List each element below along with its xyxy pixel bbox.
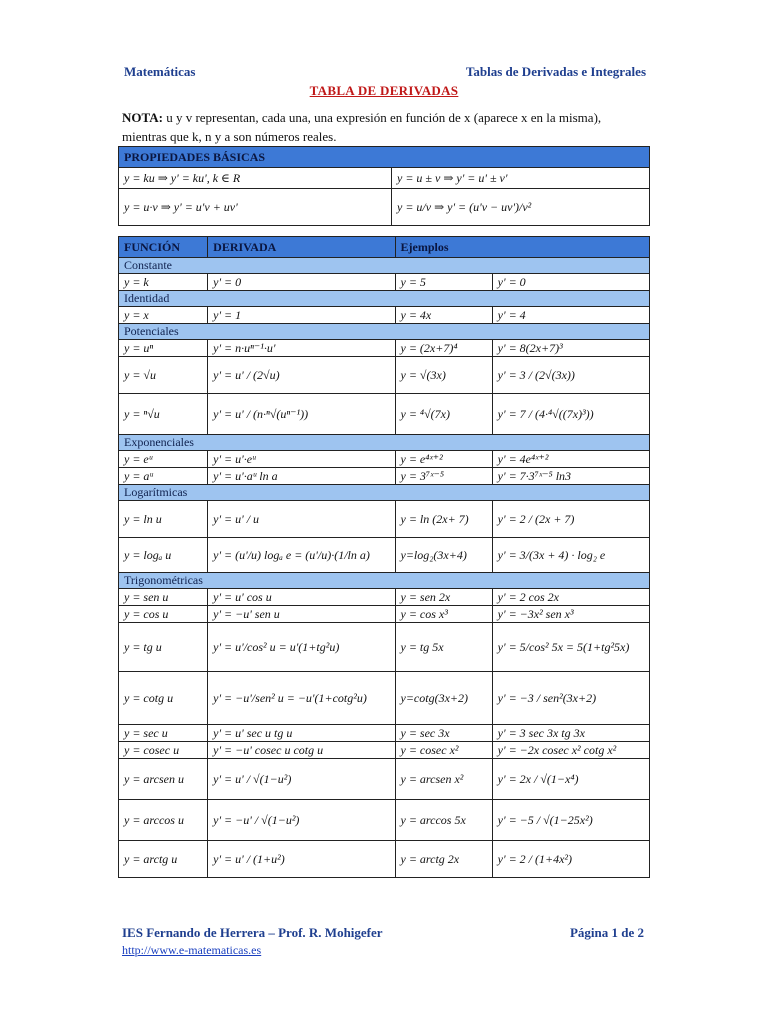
example-function-cell: y=log₂(3x+4) [395,538,492,573]
table-header-row [119,237,650,258]
function-cell: y = sen u [119,589,208,606]
example-derivative-cell: y' = 3 / (2√(3x)) [492,357,649,394]
function-cell: y = ⁿ√u [119,394,208,435]
table-row [119,307,650,324]
category-label: Logarítmicas [119,485,650,501]
function-cell: y = ln u [119,501,208,538]
example-derivative-cell: y' = 4 [492,307,649,324]
example-derivative-cell: y' = 2 / (1+4x²) [492,841,649,878]
example-derivative-cell: y' = 3 sec 3x tg 3x [492,725,649,742]
derivative-cell: y' = u' / (2√u) [208,357,395,394]
column-header-function: FUNCIÓN [119,237,208,258]
table-row [119,394,650,435]
table-row [119,468,650,485]
function-cell: y = cosec u [119,742,208,759]
example-function-cell: y = arctg 2x [395,841,492,878]
category-row [119,435,650,451]
table-row [119,589,650,606]
example-function-cell: y = ln (2x+ 7) [395,501,492,538]
example-derivative-cell: y' = 3/(3x + 4) · log₂ e [492,538,649,573]
note-label: NOTA: [122,110,163,125]
example-function-cell: y = arccos 5x [395,800,492,841]
example-function-cell: y = 4x [395,307,492,324]
derivative-cell: y' = u' / (n·ⁿ√(uⁿ⁻¹)) [208,394,395,435]
derivative-cell: y' = −u' / √(1−u²) [208,800,395,841]
table-row [119,357,650,394]
example-derivative-cell: y' = 0 [492,274,649,291]
table-row [119,759,650,800]
category-label: Trigonométricas [119,573,650,589]
example-function-cell: y = e⁴ˣ⁺² [395,451,492,468]
example-derivative-cell: y' = −3x² sen x³ [492,606,649,623]
footer-page-number: Página 1 de 2 [569,925,644,940]
header-document-name: Tablas de Derivadas e Integrales [465,64,646,79]
example-function-cell: y=cotg(3x+2) [395,672,492,725]
example-function-cell: y = cosec x² [395,742,492,759]
table-row [119,742,650,759]
table-row [119,800,650,841]
example-function-cell: y = cos x³ [395,606,492,623]
derivative-cell: y' = u' / √(1−u²) [208,759,395,800]
derivative-cell: y' = −u'/sen² u = −u'(1+cotg²u) [208,672,395,725]
example-function-cell: y = sen 2x [395,589,492,606]
function-cell: y = tg u [119,623,208,672]
note-paragraph [122,108,648,146]
category-row [119,291,650,307]
category-label: Potenciales [119,324,650,340]
page-title: TABLA DE DERIVADAS [309,83,459,98]
table-row [119,501,650,538]
category-row [119,258,650,274]
derivative-cell: y' = u'·aᵘ ln a [208,468,395,485]
derivative-cell: y' = u' / u [208,501,395,538]
example-derivative-cell: y' = 2 cos 2x [492,589,649,606]
function-cell: y = logₐ u [119,538,208,573]
table-row [119,623,650,672]
function-cell: y = arctg u [119,841,208,878]
example-function-cell: y = tg 5x [395,623,492,672]
derivative-cell: y' = n·uⁿ⁻¹·u' [208,340,395,357]
category-label: Exponenciales [119,435,650,451]
example-derivative-cell: y' = 2x / √(1−x⁴) [492,759,649,800]
example-derivative-cell: y' = 7 / (4·⁴√((7x)³)) [492,394,649,435]
example-derivative-cell: y' = 2 / (2x + 7) [492,501,649,538]
category-row [119,485,650,501]
example-derivative-cell: y' = −2x cosec x² cotg x² [492,742,649,759]
category-label: Identidad [119,291,650,307]
derivatives-table [118,236,650,878]
derivative-cell: y' = u'·eᵘ [208,451,395,468]
function-cell: y = x [119,307,208,324]
property-quotient: y = u/v ⇒ y' = (u'v − uv')/v² [392,189,650,226]
function-cell: y = cos u [119,606,208,623]
property-sum: y = u ± v ⇒ y' = u' ± v' [392,168,650,189]
category-row [119,573,650,589]
example-derivative-cell: y' = 5/cos² 5x = 5(1+tg²5x) [492,623,649,672]
example-function-cell: y = 3⁷ˣ⁻⁵ [395,468,492,485]
column-header-derivative: DERIVADA [208,237,395,258]
example-function-cell: y = 5 [395,274,492,291]
table-row [119,606,650,623]
example-derivative-cell: y' = 7·3⁷ˣ⁻⁵ ln3 [492,468,649,485]
derivative-cell: y' = u'/cos² u = u'(1+tg²u) [208,623,395,672]
table-row [119,538,650,573]
derivative-cell: y' = u' cos u [208,589,395,606]
header-subject: Matemáticas [124,64,196,79]
table-row [119,451,650,468]
category-label: Constante [119,258,650,274]
table-row [119,725,650,742]
function-cell: y = arccos u [119,800,208,841]
example-function-cell: y = ⁴√(7x) [395,394,492,435]
table-row [119,841,650,878]
derivative-cell: y' = (u'/u) logₐ e = (u'/u)·(1/ln a) [208,538,395,573]
example-derivative-cell: y' = −5 / √(1−25x²) [492,800,649,841]
property-product: y = u·v ⇒ y' = u'v + uv' [119,189,392,226]
example-derivative-cell: y' = 8(2x+7)³ [492,340,649,357]
basic-properties-table [118,146,650,226]
example-derivative-cell: y' = −3 / sen²(3x+2) [492,672,649,725]
property-scalar: y = ku ⇒ y' = ku', k ∈ R [119,168,392,189]
table-row [119,274,650,291]
derivative-cell: y' = 1 [208,307,395,324]
function-cell: y = sec u [119,725,208,742]
basic-properties-heading: PROPIEDADES BÁSICAS [119,147,650,168]
derivative-cell: y' = u' sec u tg u [208,725,395,742]
derivative-cell: y' = 0 [208,274,395,291]
table-row [119,672,650,725]
example-function-cell: y = arcsen x² [395,759,492,800]
column-header-examples: Ejemplos [395,237,650,258]
function-cell: y = cotg u [119,672,208,725]
function-cell: y = k [119,274,208,291]
note-text: u y v representan, cada una, una expresión en función de x (aparece x en la misma), mientras que k, n y a son números reales. [122,110,602,144]
footer-author: IES Fernando de Herrera – Prof. R. Mohigefer [122,925,383,940]
derivative-cell: y' = −u' cosec u cotg u [208,742,395,759]
example-function-cell: y = √(3x) [395,357,492,394]
derivative-cell: y' = −u' sen u [208,606,395,623]
footer-website-link[interactable]: http://www.e-matematicas.es [122,943,262,957]
function-cell: y = eᵘ [119,451,208,468]
function-cell: y = arcsen u [119,759,208,800]
function-cell: y = √u [119,357,208,394]
example-derivative-cell: y' = 4e⁴ˣ⁺² [492,451,649,468]
example-function-cell: y = (2x+7)⁴ [395,340,492,357]
function-cell: y = uⁿ [119,340,208,357]
function-cell: y = aᵘ [119,468,208,485]
example-function-cell: y = sec 3x [395,725,492,742]
derivative-cell: y' = u' / (1+u²) [208,841,395,878]
table-row [119,340,650,357]
category-row [119,324,650,340]
derivatives-table-body [119,258,650,878]
